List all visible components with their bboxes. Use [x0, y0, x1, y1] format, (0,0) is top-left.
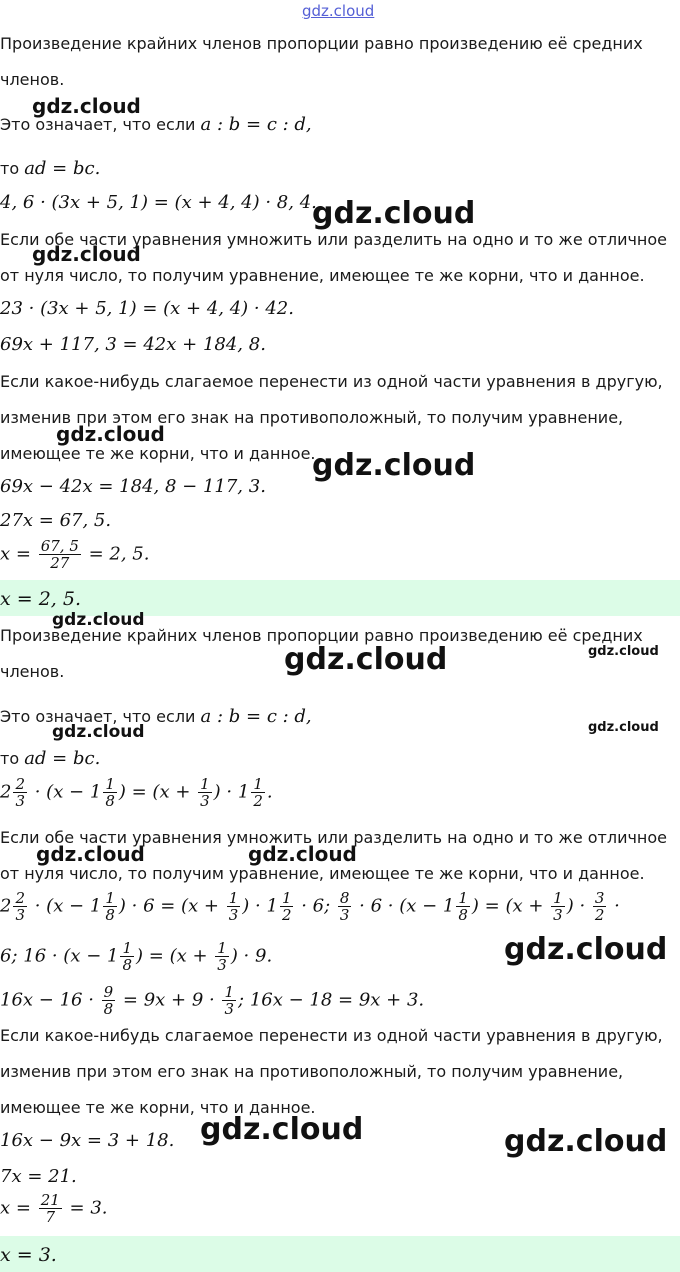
fraction-denominator: 8 [103, 1000, 114, 1018]
fraction-numerator: 1 [553, 889, 563, 907]
rule-multiply-2: Если обе части уравнения умножить или разделить на одно и то же отличное [0, 828, 668, 847]
rule-proportion-cont: членов. [0, 70, 65, 89]
fraction-numerator: 2 [15, 889, 25, 907]
fraction [13, 890, 27, 923]
fraction [593, 890, 607, 923]
fraction-numerator: 1 [224, 983, 235, 1001]
rule-proportion-2: Произведение крайних членов пропорции равно произведению её средних [0, 626, 643, 645]
fraction-denominator: 3 [553, 906, 563, 924]
fraction-denominator: 7 [45, 1208, 56, 1226]
fraction [39, 538, 81, 571]
rule-move-cont: изменив при этом его знак на противоположный, то получим уравнение, [0, 408, 624, 427]
this-means-text: Это означает, что если [0, 115, 196, 134]
equation-6-left: x = [0, 543, 31, 565]
fraction [13, 776, 27, 809]
fraction [120, 940, 134, 973]
this-means-line-2 [0, 706, 312, 727]
then-expr: ad = bc. [24, 748, 101, 769]
rule-move: Если какое-нибудь слагаемое перенести из одной части уравнения в другую, [0, 372, 663, 391]
fraction-denominator: 8 [105, 906, 115, 924]
fraction [338, 890, 352, 923]
watermark: gdz.cloud [588, 644, 659, 659]
equation-p2-6: 7x = 21. [0, 1166, 77, 1187]
watermark: gdz.cloud [504, 932, 668, 967]
fraction-denominator: 27 [50, 554, 70, 572]
fraction [280, 890, 294, 923]
fraction [551, 890, 565, 923]
equation-4: 69x − 42x = 184, 8 − 117, 3. [0, 476, 266, 497]
fraction [251, 776, 265, 809]
watermark: gdz.cloud [32, 94, 141, 118]
fraction-denominator: 2 [594, 906, 605, 924]
watermark: gdz.cloud [312, 448, 476, 483]
fraction [227, 890, 241, 923]
then-line [0, 158, 100, 179]
equation-5: 27x = 67, 5. [0, 510, 112, 531]
fraction-numerator: 1 [105, 889, 115, 907]
watermark: gdz.cloud [588, 720, 659, 735]
fraction-numerator: 1 [228, 889, 239, 907]
equation-left: x = [0, 1197, 31, 1219]
then-line-2 [0, 748, 100, 769]
rule-multiply-cont: от нуля число, то получим уравнение, имеющее те же корни, что и данное. [0, 266, 645, 285]
rule-move-cont-2: изменив при этом его знак на противоположный, то получим уравнение, [0, 1062, 624, 1081]
fraction-numerator: 8 [339, 889, 350, 907]
equation-p2-7 [0, 1192, 108, 1225]
fraction [102, 984, 116, 1017]
watermark: gdz.cloud [248, 842, 357, 866]
equation-3: 69x + 117, 3 = 42x + 184, 8. [0, 334, 266, 355]
rule-proportion-cont-2: членов. [0, 662, 65, 681]
rule-multiply: Если обе части уравнения умножить или разделить на одно и то же отличное [0, 230, 668, 249]
rule-proportion: Произведение крайних членов пропорции равно произведению её средних [0, 34, 643, 53]
this-means-expr: a : b = c : d, [200, 706, 312, 727]
fraction-denominator: 2 [281, 906, 292, 924]
fraction-numerator: 2 [15, 775, 25, 793]
watermark: gdz.cloud [504, 1124, 668, 1159]
watermark-top[interactable]: gdz.cloud [302, 2, 375, 20]
fraction-denominator: 3 [339, 906, 350, 924]
watermark: gdz.cloud [56, 422, 165, 446]
equation-p2-2: 2 $\frac{2}{3}$ · (x − 1 $\frac{1}{8}$ ) · 6 = (x + $\frac{1}{3}$ ) · 1 $\frac{1}{2}$ · 6; $\frac{8}{3}$ · 6 · (x − 1 $\frac{1}{8}$ ) = (x + $\frac{1}{3}$ ) · $\frac{3}{2}$ · [0, 889, 620, 924]
answer-2: x = 3. [0, 1244, 57, 1266]
whole: 2 [0, 781, 12, 803]
fraction [103, 776, 117, 809]
fraction-denominator: 3 [217, 956, 227, 974]
equation-1: 4, 6 · (3x + 5, 1) = (x + 4, 4) · 8, 4. [0, 192, 317, 213]
fraction-denominator: 2 [253, 792, 263, 810]
fraction-numerator: 9 [103, 983, 114, 1001]
equation-p2-1: 2 $\frac{2}{3}$ · (x − 1 $\frac{1}{8}$ ) = (x + $\frac{1}{3}$ ) · 1 $\frac{1}{2}$ . [0, 775, 273, 810]
equation-p2-3: 6; 16 · (x − 1 $\frac{1}{8}$ ) = (x + $\frac{1}{3}$ ) · 9. [0, 939, 273, 974]
fraction-numerator: 3 [594, 889, 605, 907]
rule-move-cont2-2: имеющее те же корни, что и данное. [0, 1098, 316, 1117]
watermark: gdz.cloud [200, 1112, 364, 1147]
fraction-denominator: 8 [458, 906, 468, 924]
this-means-expr: a : b = c : d, [200, 114, 312, 135]
fraction [456, 890, 470, 923]
then-text: то [0, 159, 20, 178]
fraction-numerator: 1 [217, 939, 227, 957]
answer-1: x = 2, 5. [0, 588, 82, 610]
fraction [198, 776, 212, 809]
equation-p2-5: 16x − 9x = 3 + 18. [0, 1130, 175, 1151]
fraction-denominator: 3 [15, 906, 25, 924]
this-means-line [0, 114, 312, 135]
rule-move-2: Если какое-нибудь слагаемое перенести из одной части уравнения в другую, [0, 1026, 663, 1045]
fraction-numerator: 67, 5 [40, 537, 79, 555]
equation-6-right: = 2, 5. [88, 543, 150, 565]
then-text: то [0, 749, 20, 768]
fraction-numerator: 1 [458, 889, 468, 907]
fraction [215, 940, 229, 973]
fraction-denominator: 8 [122, 956, 133, 974]
fraction-numerator: 1 [200, 775, 210, 793]
fraction-denominator: 3 [224, 1000, 235, 1018]
watermark: gdz.cloud [32, 242, 141, 266]
fraction-numerator: 21 [40, 1191, 60, 1209]
this-means-text: Это означает, что если [0, 707, 196, 726]
fraction-numerator: 1 [122, 939, 133, 957]
fraction [222, 984, 236, 1017]
watermark: gdz.cloud [312, 196, 476, 231]
rule-move-cont2: имеющее те же корни, что и данное. [0, 444, 316, 463]
fraction-denominator: 3 [228, 906, 239, 924]
fraction-denominator: 3 [15, 792, 25, 810]
watermark: gdz.cloud [36, 842, 145, 866]
fraction-denominator: 8 [105, 792, 115, 810]
equation-p2-4: 16x − 16 · $\frac{9}{8}$ = 9x + 9 · $\frac{1}{3}$ ; 16x − 18 = 9x + 3. [0, 983, 425, 1018]
fraction [39, 1192, 62, 1225]
equation-2: 23 · (3x + 5, 1) = (x + 4, 4) · 42. [0, 298, 294, 319]
fraction-numerator: 1 [105, 775, 115, 793]
fraction-numerator: 1 [281, 889, 292, 907]
rule-multiply-cont-2: от нуля число, то получим уравнение, имеющее те же корни, что и данное. [0, 864, 645, 883]
watermark: gdz.cloud [52, 722, 145, 742]
equation-6 [0, 538, 149, 571]
equation-right: = 3. [69, 1197, 108, 1219]
watermark: gdz.cloud [52, 610, 145, 630]
answer-highlight-2 [0, 1236, 680, 1272]
watermark: gdz.cloud [284, 642, 448, 677]
fraction [103, 890, 117, 923]
fraction-numerator: 1 [253, 775, 263, 793]
fraction-denominator: 3 [200, 792, 210, 810]
then-expr: ad = bc. [24, 158, 101, 179]
